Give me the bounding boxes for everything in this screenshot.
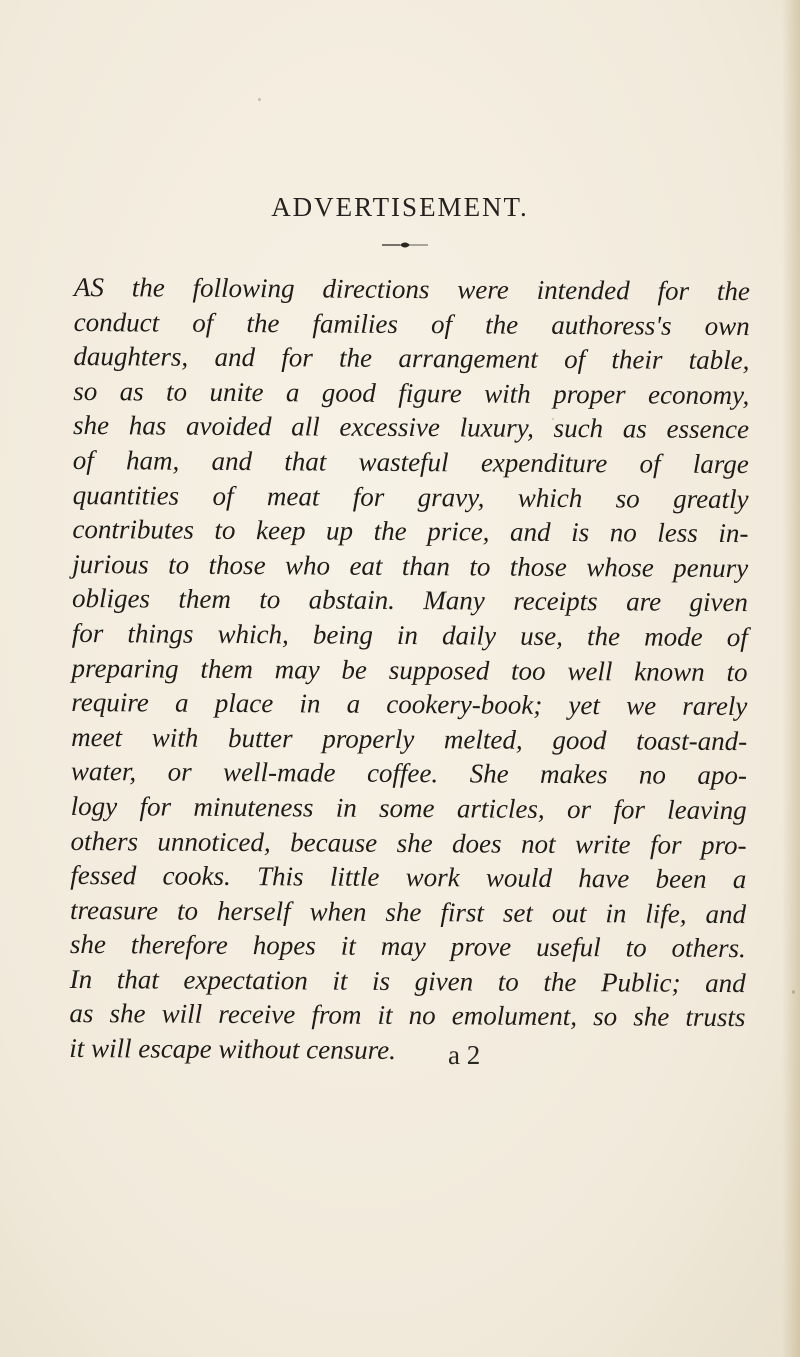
paper-speck <box>552 418 554 420</box>
text-line: preparing them may be supposed too well known to <box>71 652 748 687</box>
text-line: meet with butter properly melted, good toast-and- <box>71 721 748 756</box>
text-line: others unnoticed, because she does not write for pro- <box>70 825 747 860</box>
text-line: obliges them to abstain. Many receipts are given <box>71 583 749 618</box>
text-line: water, or well-made coffee. She makes no apo- <box>70 756 748 791</box>
text-line: require a place in a cookery-book; yet we rarely <box>71 687 748 722</box>
text-line: so as to unite a good figure with proper economy, <box>73 375 750 410</box>
text-line: treasure to herself when she first set out in life, and <box>70 894 747 929</box>
text-line: fessed cooks. This little work would have been a <box>70 860 747 895</box>
text-line: for things which, being in daily use, the mode of <box>71 617 748 653</box>
text-line: she therefore hopes it may prove useful to others. <box>69 929 746 964</box>
text-line: it will escape without censure. <box>69 1033 397 1066</box>
text-line: contributes to keep up the price, and is no less in- <box>72 514 749 549</box>
text-line: AS the following directions were intended for the <box>73 271 750 307</box>
text-line: as she will receive from it no emolument, so she trusts <box>69 998 746 1033</box>
page-heading: ADVERTISEMENT. <box>271 192 529 222</box>
text-line: jurious to those who eat than to those whose penury <box>72 548 749 583</box>
text-line: of ham, and that wasteful expenditure of large <box>72 444 749 480</box>
text-line: conduct of the families of the authoress's own <box>73 306 750 341</box>
signature-mark: a 2 <box>448 1040 481 1070</box>
text-line: daughters, and for the arrangement of their table, <box>73 341 750 376</box>
text-line: quantities of meat for gravy, which so greatly <box>72 479 749 514</box>
ornamental-rule-icon <box>380 240 430 250</box>
text-line: logy for minuteness in some articles, or for leaving <box>70 790 747 826</box>
advertisement-paragraph <box>69 270 750 1070</box>
paper-speck <box>258 98 261 101</box>
text-line: In that expectation it is given to the Public; and <box>69 963 746 998</box>
paper-speck <box>792 990 795 994</box>
text-line: she has avoided all excessive luxury, such as essence <box>72 410 750 445</box>
